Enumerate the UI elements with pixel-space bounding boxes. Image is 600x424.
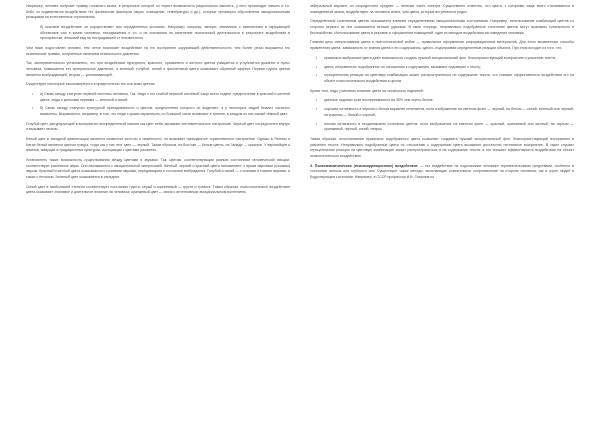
bullet-list [310, 98, 574, 132]
paragraph-text: — это воздействие на подсознание человека терапевтическими средствами, особенно в состоянии гипноза или глубокого сна. Существуют также методы, включающие сознательное сопротивление на стороне человека, так и групп людей в бодрствующем состоянии. Например, в СССР профессор И.В. Смирнов по [310, 163, 575, 179]
paragraph: Определенным сочетаниям цветов оказывается влияние определенными эмоциональными состояниями. Например, использование комбинаций цветов со стороны первого из них оказывается весьма удачным. В свою очередь, неправильно подобранные сочетания цветов могут вызывать тревожность и беспокойство. Использование цвета в рекламе и оформлении помещений, один из методов воздействия на поведение человека. [310, 19, 574, 35]
list-item: • плохая читаемость в неодинаковом сочетании цветов, если изображение на светлом фоне — красный, оранжевый или желтый, на черном — оранжевый, черный, синий, неярко. [324, 122, 574, 133]
paragraph: Установлено также возможность существования между цветами и звуками. Так, цветам, соответствующим разным состояниям человеческой эмоции, соответствуют различные звуки. Они связываются с эмоциональной экспрессией. Желтый, черный и красный цвета напоминают; с ярким звуковым (громким) звуком. Красный и желтый цвета оказываются с громкими звуками, передающими в состоянии возбуждения. Голубой и синий — с низкими и тихими звуками, а также с печалью. Зеленый цвет оказывается в середине. [26, 158, 290, 179]
paragraph: Синий цвет в наибольшей степени соответствует состоянию грусти, серый и коричневый — грусти и тревоге. Таким образом, психологическое воздействие цвета оказывает значимое и длительное влияние на человека; оранжевый цвет — связь с интенсивным эмоциональным волнением. [26, 184, 290, 195]
list-item: • хорошая читаемость в черном и белом варианте сочетается, если изображение на светлом фоне — черный, на белом — синий, зеленый или черный, на красном — белый и черный; [324, 107, 574, 118]
paragraph [310, 164, 574, 181]
paragraph: Чем ниже подготовлен человек, тем легче возникает воздействие на его восприятие окружающей действительности, тем более резко выражены его психические травмы, полученные наличием психического давления. [26, 45, 290, 56]
paragraph: Так, экспериментально установлено, что при воздействии пурпурного, красного, оранжевого и желтого цветов учащается и углубляется дыхание и пульс человека, повышается его артериальное давление, а зеленый, голубой, синий и фиолетовый цвета оказывают обратный эффект. Первая группа цветов является возбуждающей, вторая — успокаивающей. [26, 61, 290, 77]
bullet-list [26, 92, 290, 118]
paragraph: Например, человек получает травму головного мозга, в результате которой он теряет возможность рационально мыслить, у него происходит память и т.п. Либо он подвергается воздействию тех физических факторов (звуки, освещение, температуры и др.), которые чрезмерно обусловлены эмоциональными реакциями на естественные ограничения. [26, 4, 290, 20]
list-item: • цвета, неправильно подобранные по отношению к содержанию, вызывают недоверие к тексту; [324, 65, 574, 71]
section-heading: 3. Психоаналитическое (психокоррекционное) воздействие [310, 163, 418, 168]
list-item: • правильно выбранные цвета дают возможность создать нужный эмоциональный фон, благоприятствующий восприятию и усвоению текста; [324, 56, 574, 62]
left-column [26, 4, 290, 424]
paragraph: нейтральный вариант, он сосредоточен средних — зеленая часть спектра. Существенно отметить, что цвета, с которыми чаще всего сталкиваются в повседневной жизни, воздействуют на человека иначе, чем цвета, которые встречаются редко. [310, 4, 574, 14]
bullet-list [26, 25, 290, 42]
paragraph: Главная цель использования цвета в психологической войне — правильное оформление информационных материалов. Для этого выявленные способы применения цвета, зависимость от знания цвета и его содержания, одного, подчеркивая определенные реакции объекта. При этом исходят из того, что: [310, 40, 574, 50]
paragraph: Голубой цвет, фигурирующий в восприятии неопределенной памяти как цвет неба, вызывает сентиментальное настроение. Черный цвет сосредоточен внутрь и вызывает печаль. [26, 121, 290, 132]
list-item: • б) Связь между статусом культурной принадлежности и цветом, предпочтение которого он выделяет; а у некоторых людей бывает частично выявлены. Выражаются, например, в том, что люди с ярким характером, по большей части выявляют в тревоге, в каждом из них самый тёмный цвет. [40, 106, 290, 117]
paragraph: Существуют некоторые закономерности в предпочтении тех или иных цветов: [26, 82, 156, 87]
list-item: б) шоковое воздействие он осуществляют при определенных условиях. Например, капризы, эмоции, связанные с изменением в окружающей обстановке или в жизни человека, телодвижения и т.п. и на основании на изменение психической деятельности в результате воздействия в пространстве, внешний вид на пострадавшей от неизвестного. [40, 24, 290, 41]
list-item: • цветные надписи хуже воспринимаются на 35% чем черно-белые; [324, 98, 574, 104]
paragraph: Кроме того, надо учитывать влияние цвета на читаемость надписей: [310, 88, 424, 93]
right-column [310, 4, 574, 424]
paragraph: Белый цвет в западной цивилизации является символом чистоты и невинности, он вызывает приподнятое торжественное настроение. Однако в Японии и Китае белый является цветом траура, тогда как у нас этот цвет — черный. Таким образом, на Востоке — белые цветы, на Западе — красные. У европейцев и азиатов, живущих в традиционных культурах, ассоциации с цветами различны. [26, 137, 290, 153]
paragraph: Таким образом, использование правильно подобранного цвета позволяет создавать нужный эмоциональный фон, благоприятствующий восприятию и усвоению текста. Неправильно подобранные цвета по отношению к содержанию цвета вызывают достаточно негативное восприятие. В таких случаях отрицательная реакция на цветовую комбинацию может распространиться и на содержание текста, а это снижает эффективность воздействия на объект психологического воздействия. [310, 136, 574, 158]
list-item: • отрицательная реакция на цветовую комбинацию может распространиться на содержание текста, что снижает эффективность воздействия его на объект психологического воздействия в целом. [324, 73, 574, 84]
bullet-list [310, 56, 574, 85]
list-item: • а) Связь между статусом нервной системы человека. Так, люди с его слабой нервной системой чаще всего отдают предпочтение в красный и желтый цвета, люди с крепкими нервами — зеленый и синий. [40, 92, 290, 103]
